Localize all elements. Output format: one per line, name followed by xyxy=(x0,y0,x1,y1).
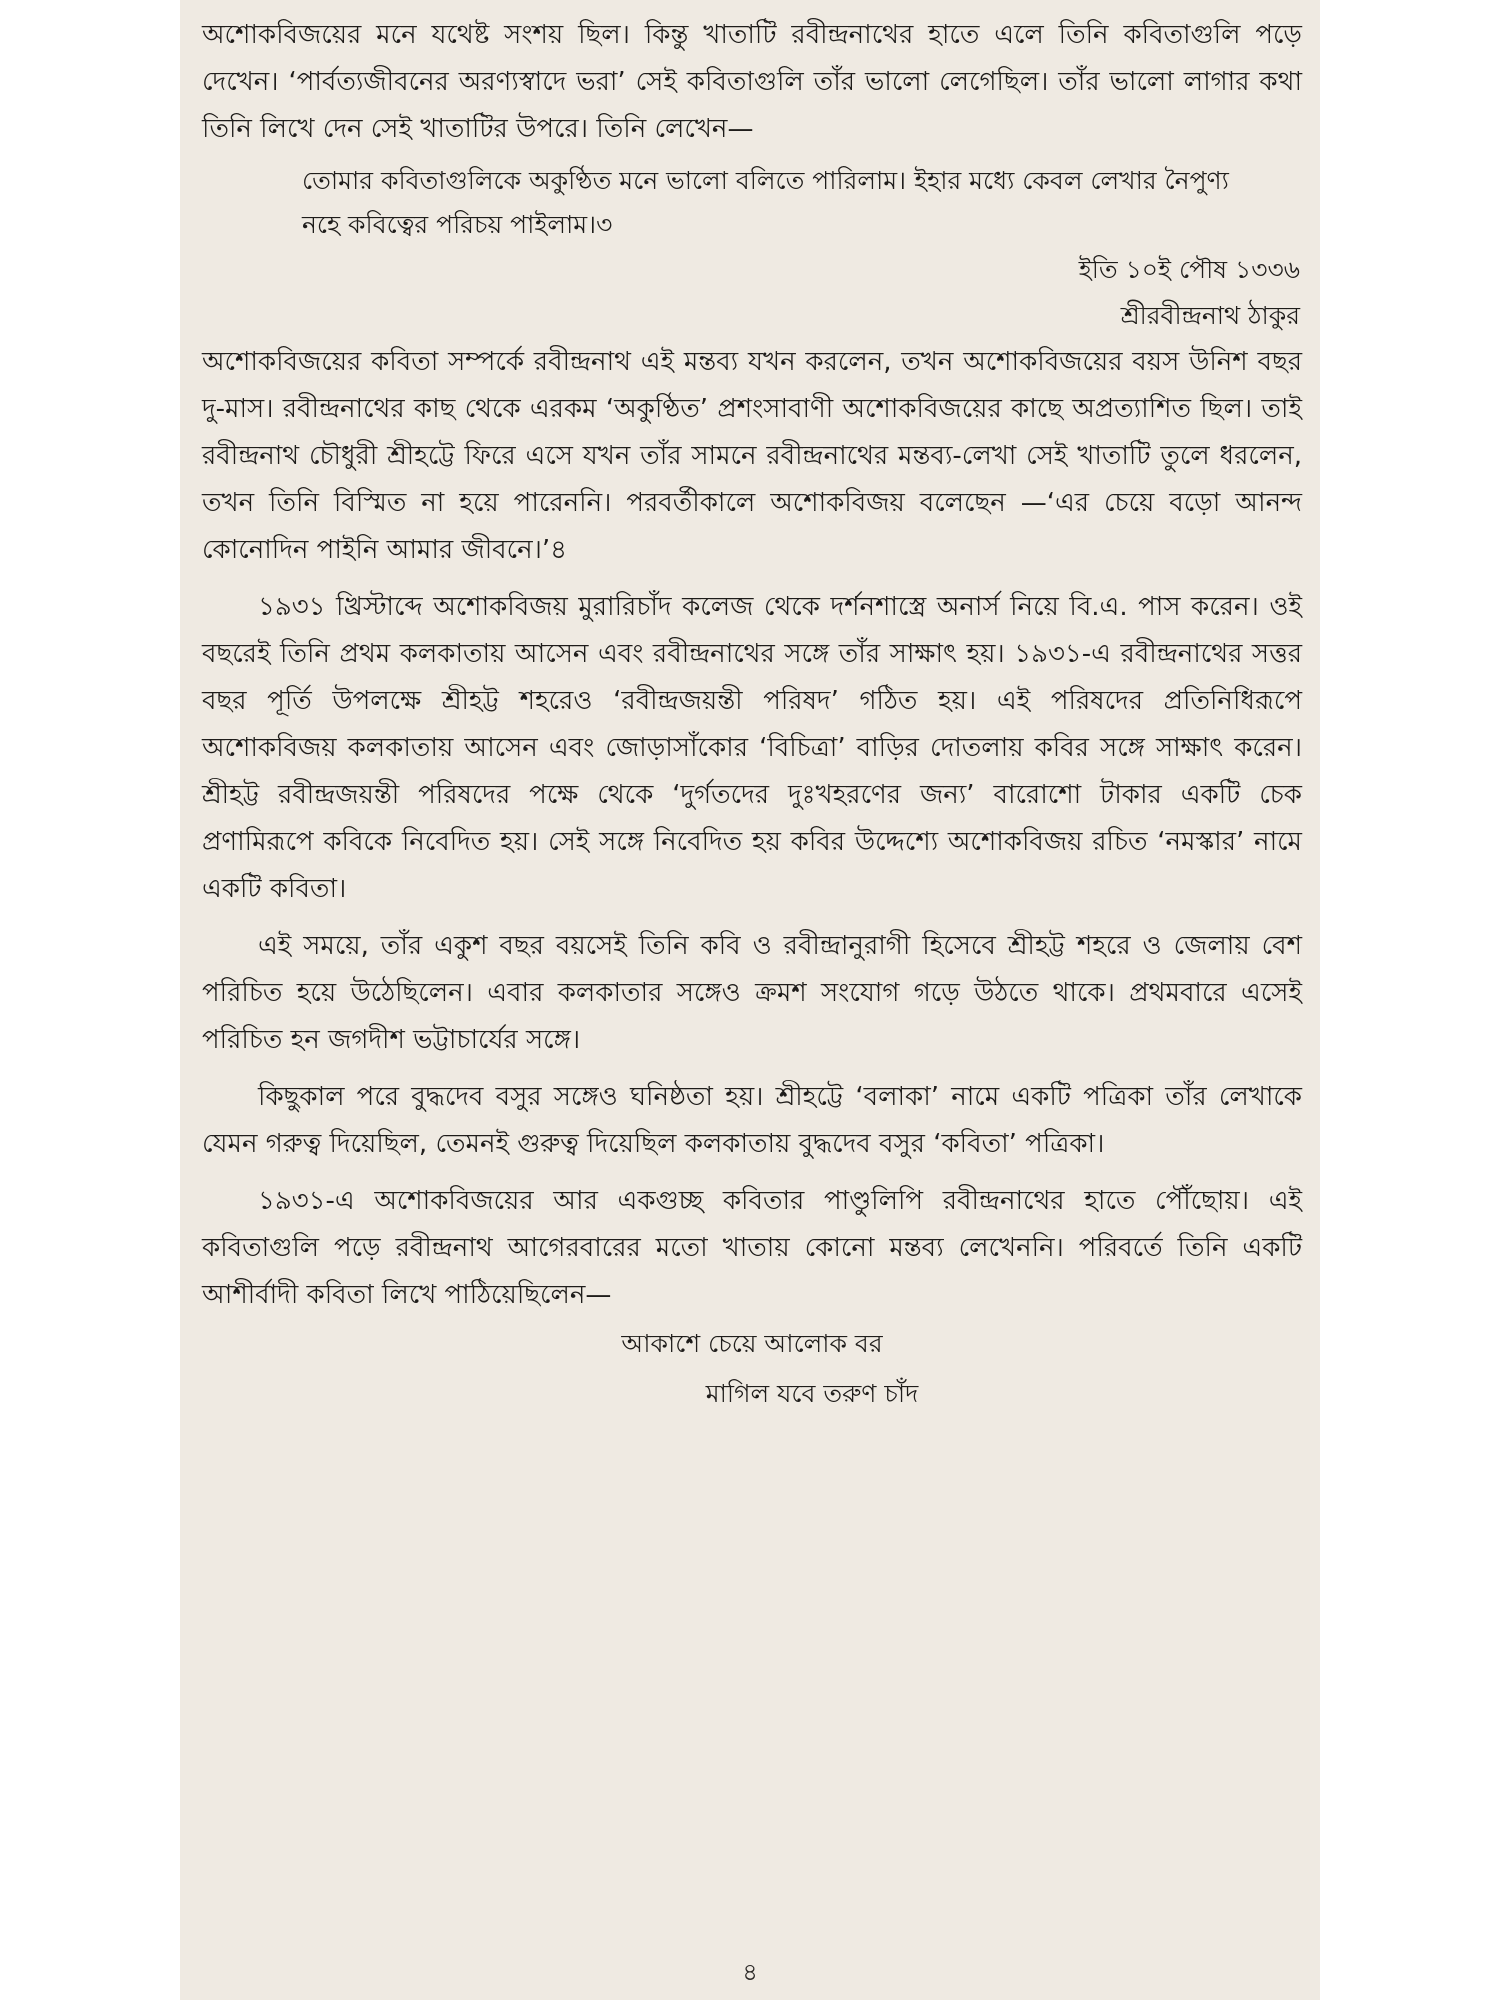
paragraph-5: কিছুকাল পরে বুদ্ধদেব বসুর সঙ্গেও ঘনিষ্ঠতা হয়। শ্রীহট্টে ‘বলাকা’ নামে একটি পত্রিকা তাঁর লেখাকে যেমন গরুত্ব দিয়েছিল, তেমনই গুরুত্ব দিয়েছিল কলকাতায় বুদ্ধদেব বসুর ‘কবিতা’ পত্রিকা। xyxy=(202,1082,1302,1159)
paragraph-2: অশোকবিজয়ের কবিতা সম্পর্কে রবীন্দ্রনাথ এই মন্তব্য যখন করলেন, তখন অশোকবিজয়ের বয়স উনিশ বছর দু-মাস। রবীন্দ্রনাথের কাছ থেকে এরকম ‘অকুণ্ঠিত’ প্রশংসাবাণী অশোকবিজয়ের কাছে অপ্রত্যাশিত ছিল। তাই রবীন্দ্রনাথ চৌধুরী শ্রীহট্টে ফিরে এসে যখন তাঁর সামনে রবীন্দ্রনাথের মন্তব্য-লেখা সেই খাতাটি তুলে ধরলেন, তখন তিনি বিস্মিত না হয়ে পারেননি। পরবর্তীকালে অশোকবিজয় বলেছেন —‘এর চেয়ে বড়ো আনন্দ কোনোদিন পাইনি আমার জীবনে।’৪ xyxy=(202,347,1302,565)
page-number: ৪ xyxy=(742,1958,758,1986)
paragraph-4: এই সময়ে, তাঁর একুশ বছর বয়সেই তিনি কবি ও রবীন্দ্রানুরাগী হিসেবে শ্রীহট্ট শহরে ও জেলায় বেশ পরিচিত হয়ে উঠেছিলেন। এবার কলকাতার সঙ্গেও ক্রমশ সংযোগ গড়ে উঠতে থাকে। প্রথমবারে এসেই পরিচিত হন জগদীশ ভট্টাচার্যের সঙ্গে। xyxy=(202,931,1302,1055)
verse-line-1: আকাশে চেয়ে আলোক বর xyxy=(621,1329,883,1358)
quote-signature: শ্রীরবীন্দ্রনাথ ঠাকুর xyxy=(1120,301,1300,330)
paragraph-3: ১৯৩১ খ্রিস্টাব্দে অশোকবিজয় মুরারিচাঁদ কলেজ থেকে দর্শনশাস্ত্রে অনার্স নিয়ে বি.এ. পাস করেন। ওই বছরেই তিনি প্রথম কলকাতায় আসেন এবং রবীন্দ্রনাথের সঙ্গে তাঁর সাক্ষাৎ হয়। ১৯৩১-এ রবীন্দ্রনাথের সত্তর বছর পূর্তি উপলক্ষে শ্রীহট্ট শহরেও ‘রবীন্দ্রজয়ন্তী পরিষদ’ গঠিত হয়। এই পরিষদের প্রতিনিধিরূপে অশোকবিজয় কলকাতায় আসেন এবং জোড়াসাঁকোর ‘বিচিত্রা’ বাড়ির দোতলায় কবির সঙ্গে সাক্ষাৎ করেন। শ্রীহট্ট রবীন্দ্রজয়ন্তী পরিষদের পক্ষে থেকে ‘দুর্গতদের দুঃখহরণের জন্য’ বারোশো টাকার একটি চেক প্রণামিরূপে কবিকে নিবেদিত হয়। সেই সঙ্গে নিবেদিত হয় কবির উদ্দেশ্যে অশোকবিজয় রচিত ‘নমস্কার’ নামে একটি কবিতা। xyxy=(202,592,1302,904)
book-page xyxy=(180,0,1320,2000)
verse-line-2: মাগিল যবে তরুণ চাঁদ xyxy=(705,1379,919,1408)
quote-date: ইতি ১০ই পৌষ ১৩৩৬ xyxy=(1078,255,1300,284)
paragraph-1: অশোকবিজয়ের মনে যথেষ্ট সংশয় ছিল। কিন্তু খাতাটি রবীন্দ্রনাথের হাতে এলে তিনি কবিতাগুলি পড়ে দেখেন। ‘পার্বত্যজীবনের অরণ্যস্বাদে ভরা’ সেই কবিতাগুলি তাঁর ভালো লেগেছিল। তাঁর ভালো লাগার কথা তিনি লিখে দেন সেই খাতাটির উপরে। তিনি লেখেন— xyxy=(202,20,1302,144)
paragraph-6: ১৯৩১-এ অশোকবিজয়ের আর একগুচ্ছ কবিতার পাণ্ডুলিপি রবীন্দ্রনাথের হাতে পৌঁছোয়। এই কবিতাগুলি পড়ে রবীন্দ্রনাথ আগেরবারের মতো খাতায় কোনো মন্তব্য লেখেননি। পরিবর্তে তিনি একটি আশীর্বাদী কবিতা লিখে পাঠিয়েছিলেন— xyxy=(202,1186,1302,1310)
page-body xyxy=(202,12,1302,1419)
rabindranath-quote: তোমার কবিতাগুলিকে অকুণ্ঠিত মনে ভালো বলিতে পারিলাম। ইহার মধ্যে কেবল লেখার নৈপুণ্য নহে কবিত্বের পরিচয় পাইলাম।৩ xyxy=(302,166,1229,239)
